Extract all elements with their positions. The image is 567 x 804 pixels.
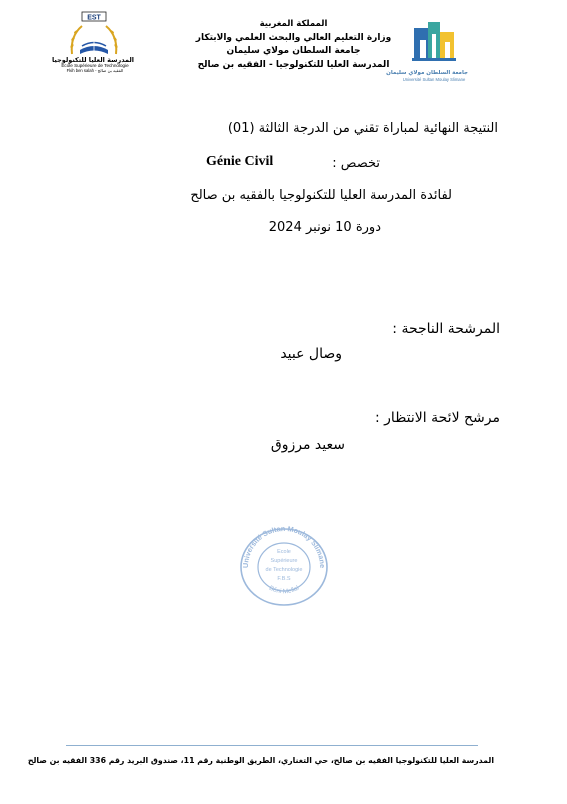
successful-candidate-name: وصال عبيد — [280, 346, 342, 362]
speciality-value: Génie Civil — [206, 154, 274, 169]
university-logo-icon — [410, 18, 458, 66]
stamp-outer-bottom: Béni Mellal — [267, 584, 301, 596]
stamp-inner-1: Ecole — [277, 549, 291, 555]
header-ministry: وزارة التعليم العالي والبحث العلمي والابتكار — [195, 33, 392, 43]
footer-divider — [66, 745, 478, 746]
est-caption-ar: المدرسة العليا للتكنولوجيا — [51, 56, 134, 64]
session-line: دورة 10 نونبر 2024 — [268, 220, 381, 235]
waiting-list-heading: مرشح لائحة الانتظار : — [375, 410, 500, 426]
successful-candidate-heading: المرشحة الناجحة : — [392, 321, 500, 337]
school-line: لفائدة المدرسة العليا للتكنولوجيا بالفقيه بن صالح — [190, 188, 452, 203]
stamp-inner-4: F.B.S — [277, 576, 291, 582]
waiting-list-name: سعيد مرزوق — [270, 437, 345, 453]
stamp-inner-2: Supérieure — [270, 558, 298, 564]
official-stamp-icon — [238, 526, 330, 608]
est-caption-fr: Ecole Supérieure de Technologie — [61, 63, 129, 68]
university-caption-fr: Université Sultan Moulay Slimane — [402, 77, 466, 82]
svg-text:Béni Mellal — [268, 584, 301, 595]
header-kingdom: المملكة المغربية — [259, 19, 328, 29]
result-title: النتيجة النهائية لمباراة تقني من الدرجة الثالثة (01) — [227, 121, 498, 136]
speciality-label: تخصص : — [332, 156, 380, 171]
university-caption-ar: جامعة السلطان مولاي سليمان — [386, 70, 468, 76]
footer-address: المدرسة العليا للتكنولوجيا الفقيه بن صالح، حي التغناري، الطريق الوطنية رقم 11، صندوق البريد رقم 336 الفقيه بن صالح — [27, 756, 494, 765]
stamp-inner-3: de Technologie — [265, 567, 303, 573]
header-university: جامعة السلطان مولاي سليمان — [226, 46, 361, 56]
est-badge-text: EST — [87, 14, 101, 22]
header-school: المدرسة العليا للتكنولوجيا - الفقيه بن صالح — [197, 60, 390, 70]
stamp-outer-top: Université Sultan Moulay Slimane — [240, 526, 328, 569]
est-caption-place: Fkih ben salah - الفقيه بن صالح — [66, 68, 124, 73]
